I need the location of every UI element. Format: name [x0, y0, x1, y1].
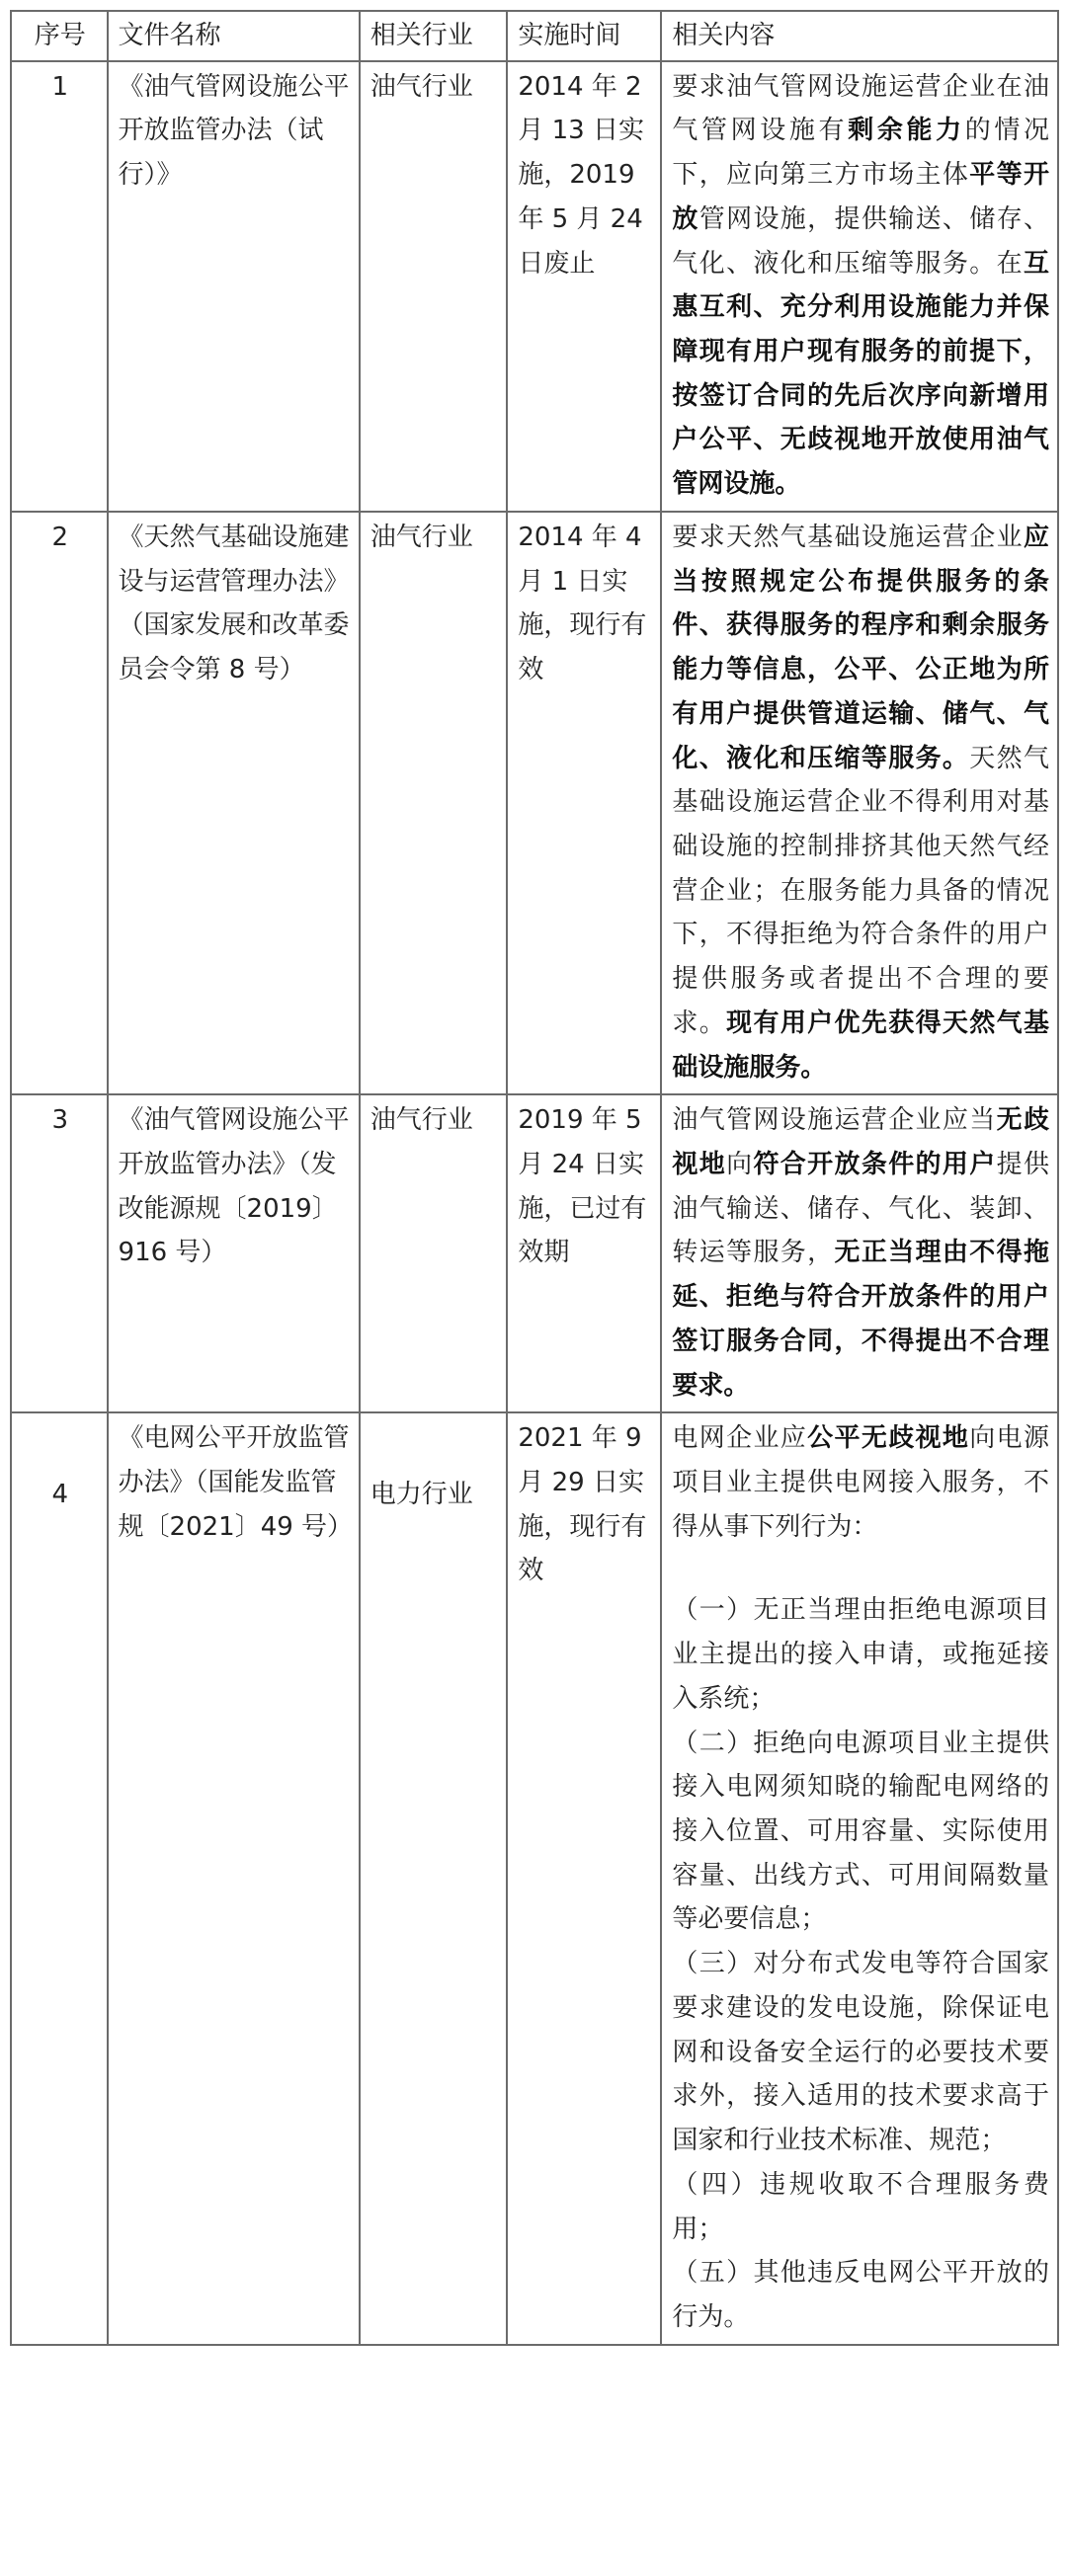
bold-text-segment: 公平无歧视地 [807, 1423, 970, 1454]
related-content [661, 1412, 1058, 2344]
content-paragraph [672, 516, 1049, 1089]
bold-text-segment: 现有用户优先获得天然气基础设施服务。 [672, 1007, 1049, 1083]
text-segment: 提供油气输送、储存、气化、装卸、转运等服务， [672, 1149, 1049, 1268]
table-row [11, 512, 1058, 1094]
text-segment: 天然气基础设施运营企业不得利用对基础设施的控制排挤其他天然气经营企业；在服务能力具备的情况下，不得拒绝为符合条件的用户提供服务或者提出不合理的要求。 [672, 743, 1049, 1038]
document-name: 《油气管网设施公平开放监管办法（试行）》 [108, 61, 360, 512]
text-segment: （二）拒绝向电源项目业主提供接入电网须知晓的输配电网络的接入位置、可用容量、实际使用容量、出线方式、可用间隔数量等必要信息； [672, 1728, 1049, 1935]
table-row [11, 1412, 1058, 2344]
industry: 油气行业 [360, 61, 508, 512]
industry: 油气行业 [360, 1094, 508, 1412]
bold-text-segment: 平等开放 [672, 160, 1049, 234]
header-serial-number: 序号 [11, 11, 108, 61]
effective-date: 2014 年 2 月 13 日实施，2019 年 5 月 24 日废止 [507, 61, 661, 512]
content-paragraph [672, 1588, 1049, 1721]
effective-date: 2021 年 9 月 29 日实施，现行有效 [507, 1412, 661, 2344]
document-name: 《天然气基础设施建设与运营管理办法》（国家发展和改革委员会令第 8 号） [108, 512, 360, 1094]
related-content [661, 512, 1058, 1094]
industry: 油气行业 [360, 512, 508, 1094]
table-row [11, 1094, 1058, 1412]
header-effective-date: 实施时间 [507, 11, 661, 61]
bold-text-segment: 无歧视地 [672, 1105, 1049, 1179]
text-segment: 要求油气管网设施运营企业在油气管网设施有 [672, 71, 1049, 146]
table-header-row [11, 11, 1058, 61]
header-content: 相关内容 [661, 11, 1058, 61]
bold-text-segment: 符合开放条件的用户 [753, 1149, 997, 1179]
header-industry: 相关行业 [360, 11, 508, 61]
serial-number: 4 [11, 1412, 108, 2344]
text-segment: 管网设施，提供输送、储存、气化、液化和压缩等服务。在 [672, 203, 1049, 279]
related-content [661, 1094, 1058, 1412]
text-segment: 要求天然气基础设施运营企业 [672, 522, 1024, 552]
text-segment: （三）对分布式发电等符合国家要求建设的发电设施，除保证电网和设备安全运行的必要技术要求外，接入适用的技术要求高于国家和行业技术标准、规范； [672, 1949, 1049, 2156]
text-segment: （一）无正当理由拒绝电源项目业主提出的接入申请，或拖延接入系统； [672, 1595, 1049, 1714]
effective-date: 2014 年 4 月 1 日实施，现行有效 [507, 512, 661, 1094]
content-paragraph [672, 2163, 1049, 2251]
table-row [11, 61, 1058, 512]
content-paragraph [672, 1942, 1049, 2163]
effective-date: 2019 年 5 月 24 日实施，已过有效期 [507, 1094, 661, 1412]
content-paragraph [672, 2251, 1049, 2339]
serial-number: 2 [11, 512, 108, 1094]
text-segment: 向电源项目业主提供电网接入服务，不得从事下列行为： [672, 1423, 1049, 1542]
header-document-name: 文件名称 [108, 11, 360, 61]
document-name: 《油气管网设施公平开放监管办法》（发改能源规〔2019〕916 号） [108, 1094, 360, 1412]
text-segment: 的情况下，应向第三方市场主体 [672, 116, 1049, 191]
text-segment: 电网企业应 [672, 1423, 808, 1454]
content-paragraph [672, 1722, 1049, 1943]
bold-text-segment: 无正当理由不得拖延、拒绝与符合开放条件的用户签订服务合同，不得提出不合理要求。 [672, 1238, 1049, 1401]
text-segment: （五）其他违反电网公平开放的行为。 [672, 2258, 1049, 2332]
text-segment: 油气管网设施运营企业应当 [672, 1105, 997, 1136]
text-segment: （四）违规收取不合理服务费用； [672, 2169, 1049, 2244]
content-paragraph [672, 1416, 1049, 1549]
text-segment: 向 [726, 1149, 754, 1179]
bold-text-segment: 互惠互利、充分利用设施能力并保障现有用户现有服务的前提下，按签订合同的先后次序向新增用户公平、无歧视地开放使用油气管网设施。 [672, 248, 1049, 500]
industry: 电力行业 [360, 1412, 508, 2344]
content-paragraph [672, 65, 1049, 507]
related-content [661, 61, 1058, 512]
bold-text-segment: 应当按照规定公布提供服务的条件、获得服务的程序和剩余服务能力等信息，公平、公正地为所有用户提供管道运输、储气、气化、液化和压缩等服务。 [672, 522, 1049, 773]
paragraph-spacer [672, 1549, 1049, 1588]
document-name: 《电网公平开放监管办法》（国能发监管规〔2021〕49 号） [108, 1412, 360, 2344]
serial-number: 1 [11, 61, 108, 512]
bold-text-segment: 剩余能力 [848, 116, 965, 146]
serial-number: 3 [11, 1094, 108, 1412]
regulation-table [10, 10, 1059, 2346]
content-paragraph [672, 1098, 1049, 1408]
